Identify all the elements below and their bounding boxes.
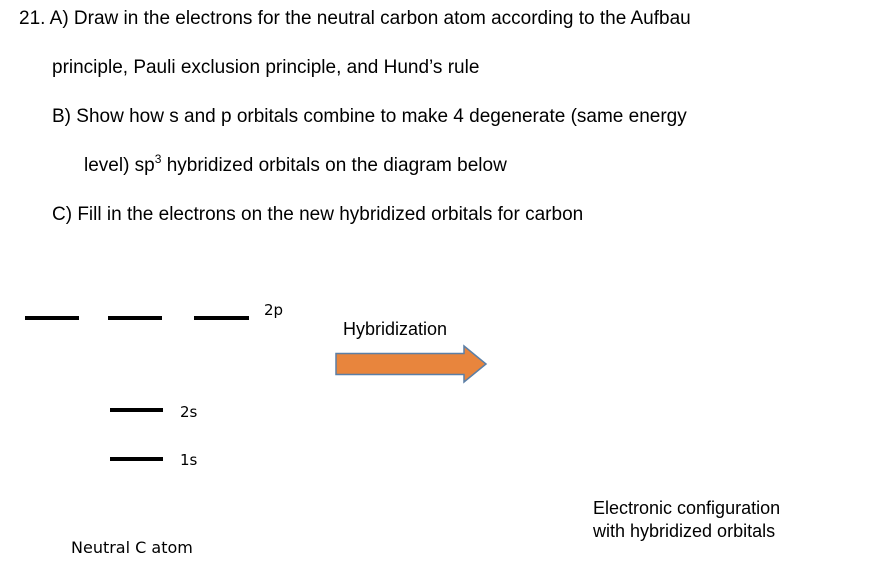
superscript-3: 3 bbox=[154, 151, 162, 166]
orbital-1s-label: 1s bbox=[180, 451, 198, 469]
right-arrow-icon bbox=[334, 344, 490, 384]
question-part-a-line2: principle, Pauli exclusion principle, and Hund’s rule bbox=[52, 57, 480, 78]
orbital-2p-label: 2p bbox=[264, 301, 284, 319]
result-caption-line1: Electronic configuration bbox=[593, 498, 781, 518]
neutral-atom-caption: Neutral C atom bbox=[71, 538, 193, 557]
result-caption-line2: with hybridized orbitals bbox=[593, 521, 776, 541]
orbital-2p-z-line bbox=[194, 316, 249, 320]
orbital-2s-line bbox=[110, 408, 163, 412]
question-part-b-text-before: level) sp bbox=[84, 155, 155, 176]
orbital-1s-line bbox=[110, 457, 163, 461]
question-part-b-text-after: hybridized orbitals on the diagram below bbox=[161, 155, 507, 176]
orbital-2p-x-line bbox=[25, 316, 79, 320]
hybridization-label: Hybridization bbox=[343, 319, 448, 339]
question-part-b-line2 bbox=[84, 151, 507, 177]
orbital-2p-y-line bbox=[108, 316, 162, 320]
question-part-c: C) Fill in the electrons on the new hybridized orbitals for carbon bbox=[52, 204, 584, 225]
orbital-2s-label: 2s bbox=[180, 403, 198, 421]
question-part-a-line1: 21. A) Draw in the electrons for the neutral carbon atom according to the Aufbau bbox=[19, 8, 691, 29]
question-part-b-line1: B) Show how s and p orbitals combine to make 4 degenerate (same energy bbox=[52, 106, 687, 127]
